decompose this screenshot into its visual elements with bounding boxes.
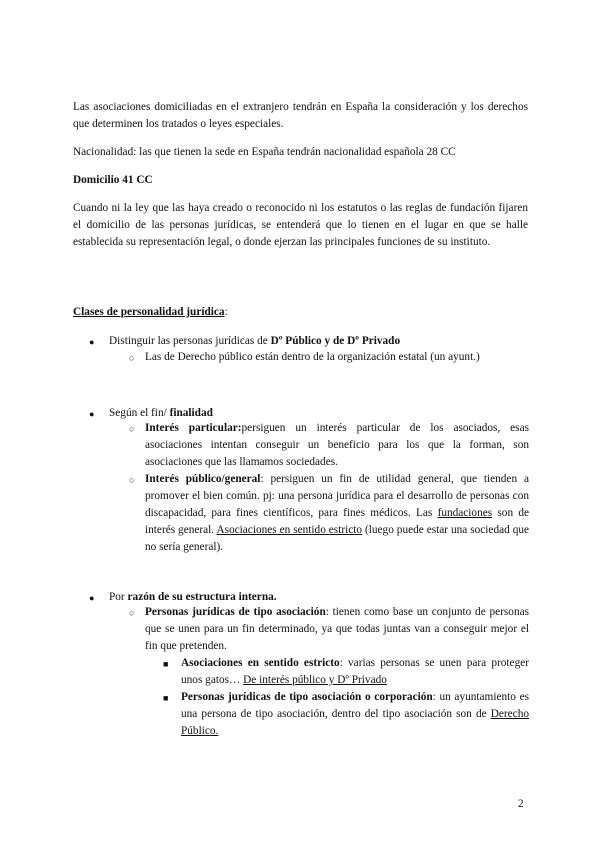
- bullet-square-icon: ■: [163, 659, 169, 669]
- sub-item-text: : persiguen un fin de utilidad general, que tienden a promover el bien común. pj: una persona jurídica para el desarrollo de personas con discapacidad, para fines científicos, para fines médicos. Las: [145, 473, 529, 519]
- bullet-circle-icon: ○: [129, 424, 135, 434]
- subsub-item-sentido-estricto: [181, 655, 529, 689]
- sub-item-text: (luego puede estar una sociedad que no sería general).: [145, 524, 530, 553]
- sub-item-derecho-publico: Las de Derecho público están dentro de la organización estatal (un ayunt.): [145, 351, 480, 363]
- subsub-item-bold: Personas jurídicas de tipo asociación o corporación: [181, 691, 433, 703]
- sub-item-interes-publico: [145, 471, 529, 556]
- bullet-square-icon: ■: [163, 693, 169, 703]
- subsub-item-text: : varias personas se unen para proteger unos gatos…: [181, 657, 529, 686]
- list-item-bold: razón de su estructura interna.: [127, 591, 277, 603]
- sub-item-text: : tienen como base un conjunto de personas que se unen para un fin determinado, ya que todas juntas van a conseguir mejor el fin que pretenden.: [145, 606, 529, 652]
- list-item-bold: Dº Público y de Dº Privado: [270, 335, 401, 347]
- clases-heading: [73, 304, 528, 321]
- domicilio-heading-text: Domicilio 41 CC: [73, 174, 153, 186]
- bullet-dot-icon: ●: [89, 337, 95, 347]
- asociaciones-estricto-underlined: Asociaciones en sentido estricto: [216, 524, 363, 536]
- fundaciones-underlined: fundaciones: [437, 507, 493, 519]
- sub-item-bold: Personas jurídicas de tipo asociación: [145, 606, 326, 618]
- bullet-circle-icon: ○: [129, 353, 135, 363]
- foreign-associations-paragraph: Las asociaciones domiciliadas en el extranjero tendrán en España la consideración y los derechos que determinen los tratados o leyes especiales.: [73, 101, 528, 130]
- bullet-circle-icon: ○: [129, 608, 135, 618]
- list-item-dpublico: [109, 333, 529, 350]
- sub-item-bold: Interés particular:: [145, 422, 242, 434]
- bullet-dot-icon: ●: [89, 409, 95, 419]
- interes-publico-underlined: De interés público y Dº Privado: [243, 674, 387, 686]
- domicilio-heading: [73, 172, 528, 189]
- bullet-circle-icon: ○: [129, 475, 135, 485]
- derecho-publico-underlined: Derecho Público.: [181, 708, 529, 737]
- list-item-text: Distinguir las personas jurídicas de: [109, 335, 271, 347]
- subsub-item-text: : un ayuntamiento es una persona de tipo asociación, dentro del tipo asociación son de: [181, 691, 529, 720]
- nationality-paragraph: Nacionalidad: las que tienen la sede en España tendrán nacionalidad española 28 CC: [73, 146, 456, 158]
- list-item-bold: finalidad: [169, 407, 213, 419]
- sub-item-text: persiguen un interés particular de los asociados, esas asociaciones intentan conseguir un beneficio para los que la forman, son asociaciones que las llamamos sociedades.: [145, 422, 529, 468]
- clases-heading-text: Clases de personalidad jurídica: [73, 306, 225, 318]
- bullet-dot-icon: ●: [89, 593, 95, 603]
- sub-item-bold: Interés público/general: [145, 473, 261, 485]
- domicilio-paragraph: Cuando ni la ley que las haya creado o reconocido ni los estatutos o las reglas de fundación fijaren el domicilio de las personas jurídicas, se entenderá que lo tienen en el lugar en que se halle establecida su representación legal, o donde ejerzan las principales funciones de su instituto.: [73, 202, 528, 248]
- subsub-item-bold: Asociaciones en sentido estricto: [181, 657, 340, 669]
- sub-item-tipo-asociacion: [145, 604, 529, 655]
- sub-item-interes-particular: [145, 420, 529, 471]
- page-number: 2: [518, 798, 524, 810]
- subsub-item-corporacion: [181, 689, 529, 740]
- list-item-text: Por: [109, 591, 128, 603]
- sub-item-text: son de interés general.: [145, 507, 529, 536]
- list-item-text: Según el fin/: [109, 407, 170, 419]
- clases-heading-colon: :: [224, 306, 228, 318]
